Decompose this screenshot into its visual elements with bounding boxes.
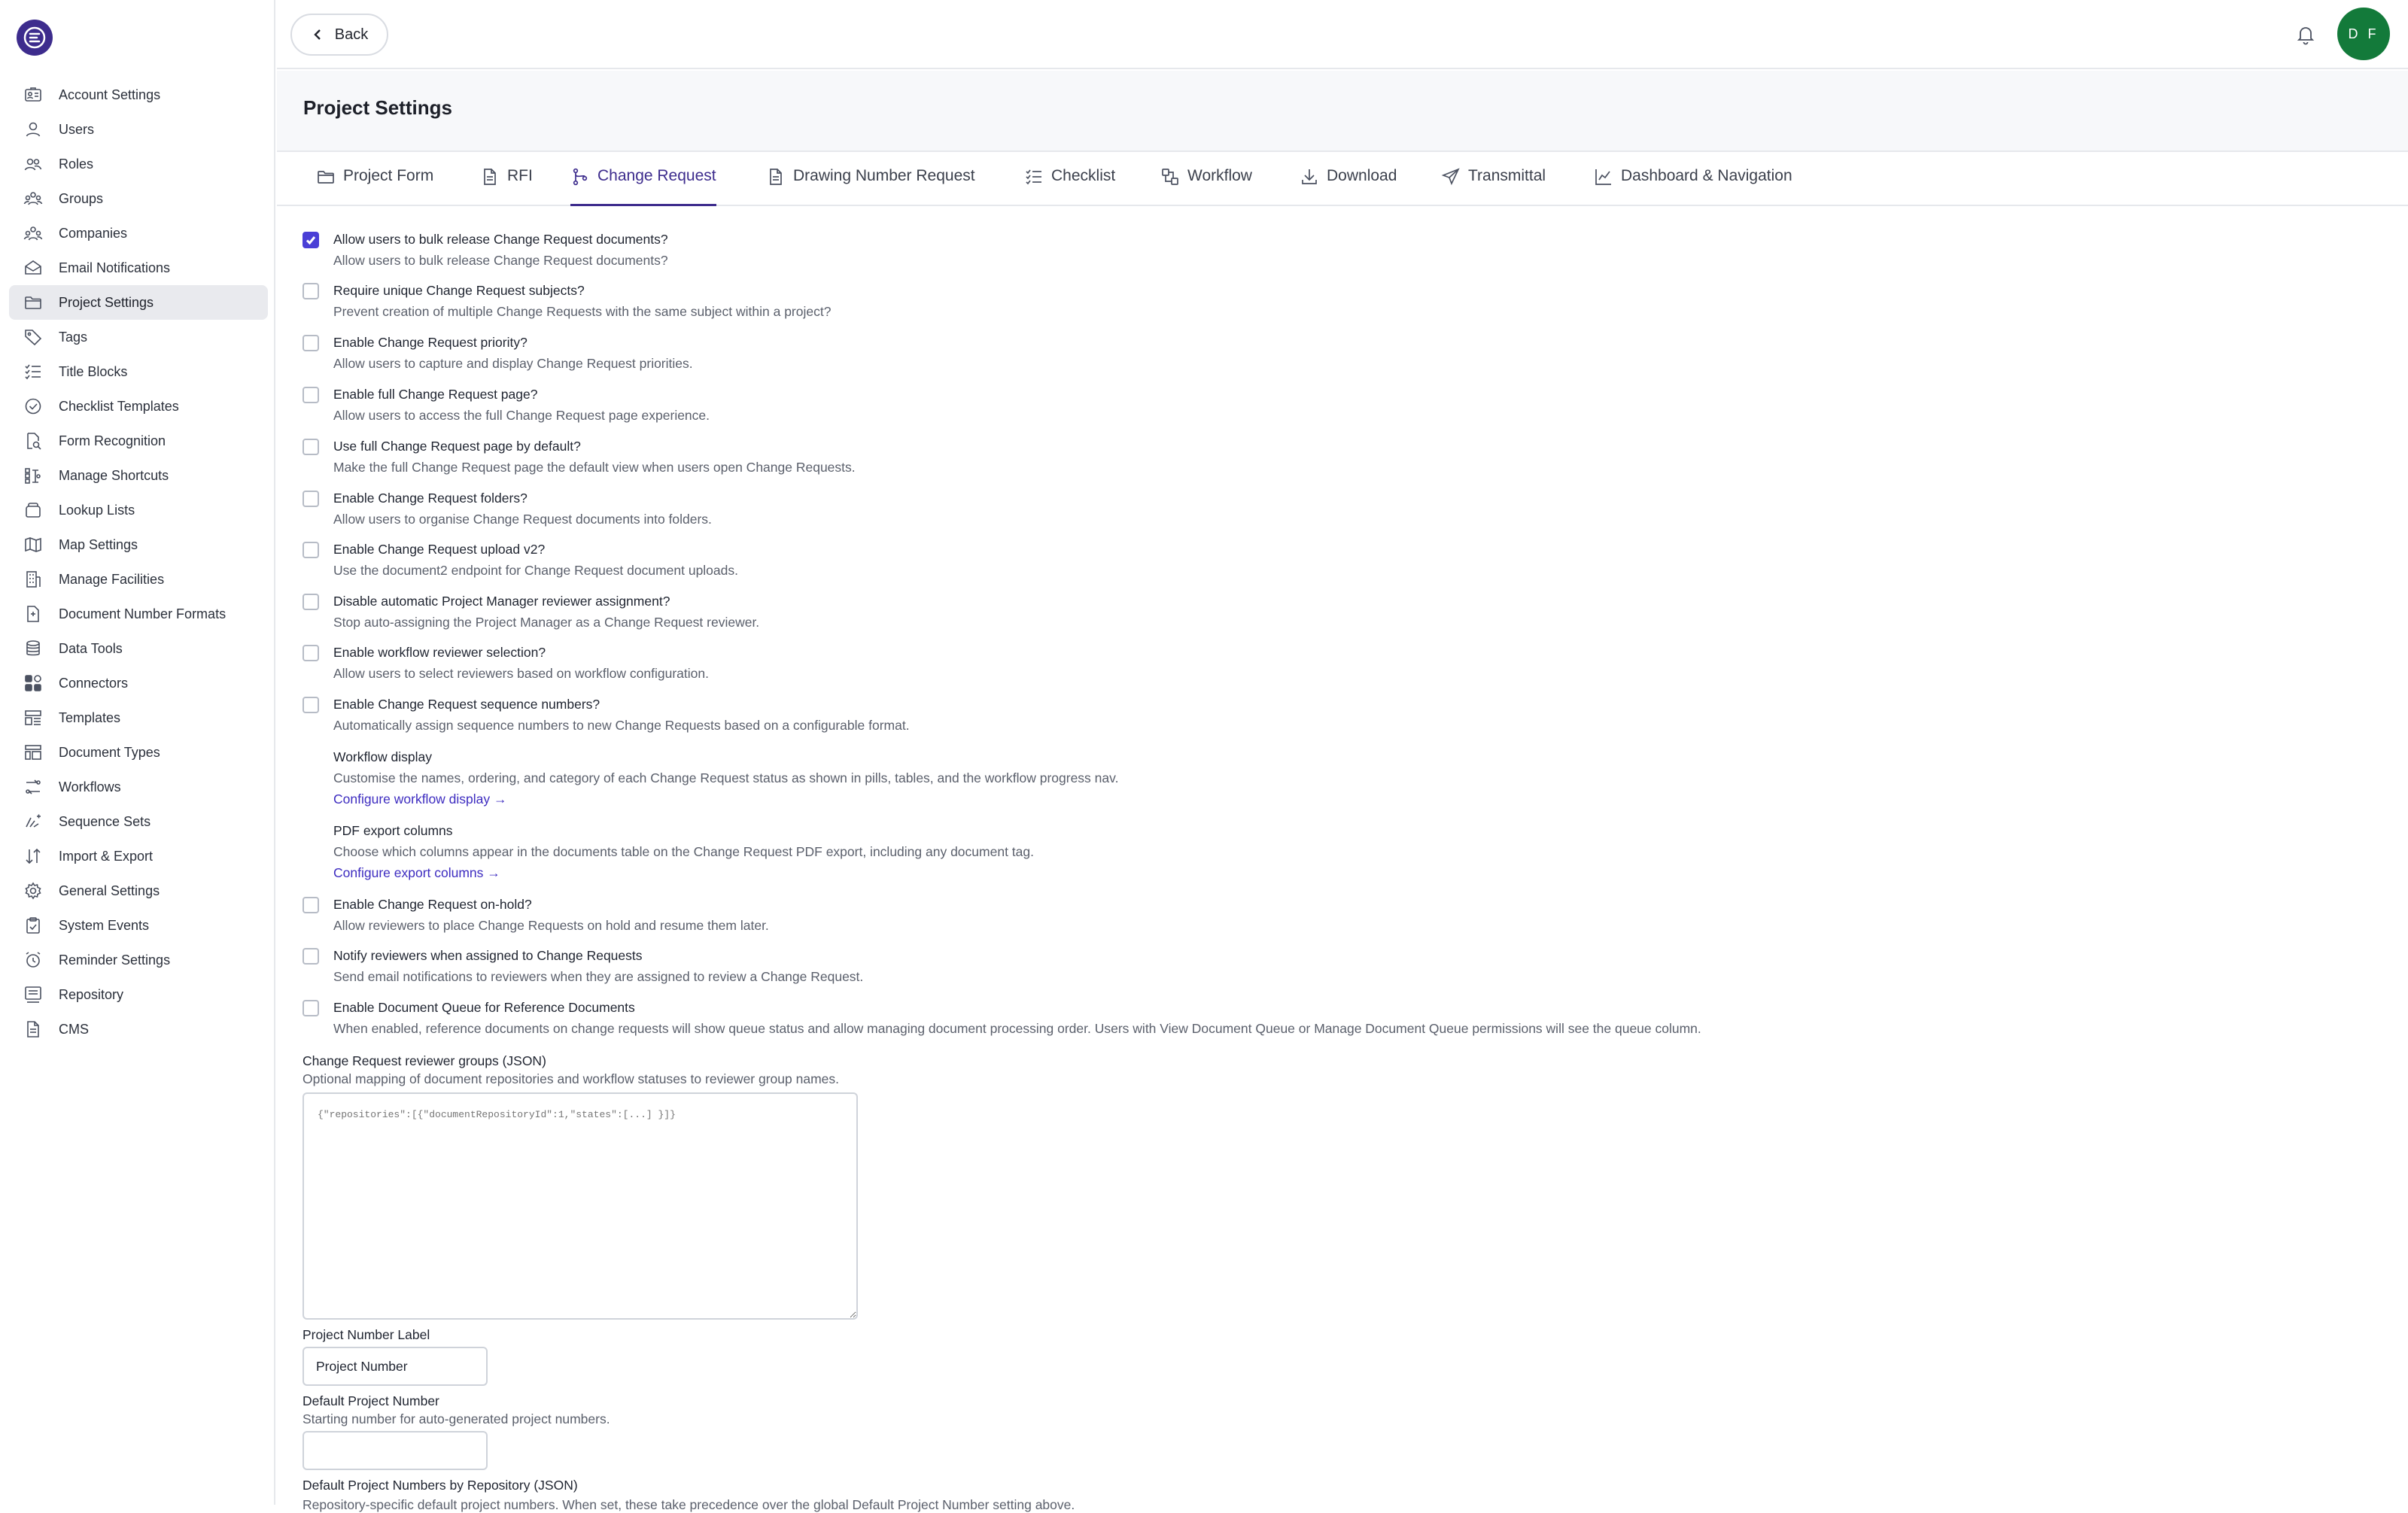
setting-description: Allow users to select reviewers based on workflow configuration. bbox=[333, 666, 709, 681]
sidebar-item-label: Document Types bbox=[59, 744, 160, 760]
bell-icon bbox=[2294, 23, 2317, 46]
setting-description: Stop auto-assigning the Project Manager as a Change Request reviewer. bbox=[333, 615, 760, 630]
setting-checkbox[interactable] bbox=[303, 232, 319, 248]
setting-checkbox[interactable] bbox=[303, 439, 319, 455]
tab-label: Workflow bbox=[1187, 167, 1252, 184]
setting-title: Workflow display bbox=[333, 749, 432, 764]
setting-checkbox[interactable] bbox=[303, 1000, 319, 1016]
setting-description: Prevent creation of multiple Change Requests with the same subject within a project? bbox=[333, 304, 832, 319]
tab-label: Drawing Number Request bbox=[793, 167, 975, 184]
setting-checkbox[interactable] bbox=[303, 491, 319, 507]
sidebar-item-companies[interactable] bbox=[9, 216, 268, 251]
tab-label: Checklist bbox=[1051, 167, 1116, 184]
tab-label: Dashboard & Navigation bbox=[1621, 167, 1792, 184]
page-title: Project Settings bbox=[303, 96, 452, 119]
default-project-number-label: Default Project Number bbox=[303, 1393, 439, 1408]
document-icon bbox=[766, 167, 786, 187]
sidebar-item-label: Checklist Templates bbox=[59, 398, 179, 414]
sidebar-item-form-recognition[interactable] bbox=[9, 424, 268, 458]
sidebar-item-checklist-templates[interactable] bbox=[9, 389, 268, 424]
setting-description: Customise the names, ordering, and category of each Change Request status as shown in pills, tables, and the workflow progress nav. bbox=[333, 770, 1119, 785]
sidebar-item-label: Templates bbox=[59, 709, 121, 725]
back-button[interactable] bbox=[290, 14, 388, 56]
connectors-icon bbox=[23, 673, 44, 694]
folder-icon bbox=[23, 292, 44, 313]
list-check-icon bbox=[1024, 167, 1044, 187]
setting-title: Enable workflow reviewer selection? bbox=[333, 645, 546, 660]
sidebar-item-manage-shortcuts[interactable] bbox=[9, 458, 268, 493]
setting-title: Enable Document Queue for Reference Documents bbox=[333, 1000, 635, 1015]
setting-title: Enable Change Request upload v2? bbox=[333, 542, 546, 557]
tab-checklist[interactable] bbox=[1024, 167, 1115, 206]
roles-icon bbox=[23, 153, 44, 175]
avatar[interactable]: D F bbox=[2337, 8, 2390, 60]
sidebar-item-title-blocks[interactable] bbox=[9, 354, 268, 389]
folder-icon bbox=[316, 167, 336, 187]
tag-icon bbox=[23, 327, 44, 348]
sidebar-item-label: Connectors bbox=[59, 675, 129, 691]
setting-title: Disable automatic Project Manager reviewer assignment? bbox=[333, 594, 670, 609]
sidebar-item-repository[interactable] bbox=[9, 977, 268, 1012]
sidebar-item-label: System Events bbox=[59, 917, 150, 933]
document-icon bbox=[23, 1019, 44, 1040]
tab-workflow[interactable] bbox=[1160, 167, 1252, 206]
sequence-icon bbox=[23, 811, 44, 832]
sidebar-item-label: Document Number Formats bbox=[59, 606, 227, 621]
sidebar-item-label: Companies bbox=[59, 225, 128, 241]
sidebar bbox=[0, 0, 275, 1505]
sidebar-item-email-notifications[interactable] bbox=[9, 251, 268, 285]
logo-mark-icon bbox=[22, 25, 47, 50]
sidebar-item-label: Data Tools bbox=[59, 640, 123, 656]
companies-icon bbox=[23, 223, 44, 244]
setting-description: Allow users to access the full Change Request page experience. bbox=[333, 408, 710, 423]
sidebar-item-label: Lookup Lists bbox=[59, 502, 135, 518]
tab-drawing-number-request[interactable] bbox=[766, 167, 975, 206]
sidebar-item-label: Account Settings bbox=[59, 87, 161, 102]
tab-dashboard-navigation[interactable] bbox=[1594, 167, 1792, 206]
tab-download[interactable] bbox=[1300, 167, 1397, 206]
sidebar-item-connectors[interactable] bbox=[9, 666, 268, 700]
workflows-icon bbox=[23, 776, 44, 798]
setting-checkbox[interactable] bbox=[303, 283, 319, 299]
setting-checkbox[interactable] bbox=[303, 645, 319, 661]
setting-title: Enable Change Request folders? bbox=[333, 491, 528, 506]
sidebar-item-label: CMS bbox=[59, 1021, 89, 1037]
workflow-icon bbox=[1160, 167, 1180, 187]
sidebar-item-label: Users bbox=[59, 121, 95, 137]
back-button-label: Back bbox=[334, 26, 369, 43]
setting-checkbox[interactable] bbox=[303, 542, 319, 558]
setting-checkbox[interactable] bbox=[303, 387, 319, 403]
default-project-number-input[interactable] bbox=[303, 1431, 488, 1470]
chevron-left-icon bbox=[311, 28, 324, 41]
default-project-number-description: Starting number for auto-generated project numbers. bbox=[303, 1411, 610, 1426]
doc-types-icon bbox=[23, 742, 44, 763]
project-number-label-input[interactable]: Project Number bbox=[303, 1347, 488, 1386]
configure-link[interactable]: Configure workflow display → bbox=[333, 791, 507, 807]
sidebar-item-import-export[interactable] bbox=[9, 839, 268, 873]
sidebar-item-label: Title Blocks bbox=[59, 363, 128, 379]
notifications-button[interactable] bbox=[2291, 20, 2321, 50]
groups-icon bbox=[23, 188, 44, 209]
shortcuts-icon bbox=[23, 465, 44, 486]
sidebar-item-document-types[interactable] bbox=[9, 735, 268, 770]
sidebar-item-label: Form Recognition bbox=[59, 433, 166, 448]
configure-link[interactable]: Configure export columns → bbox=[333, 865, 500, 880]
id-card-icon bbox=[23, 84, 44, 105]
sidebar-item-label: Project Settings bbox=[59, 294, 154, 310]
sidebar-item-tags[interactable] bbox=[9, 320, 268, 354]
setting-description: Allow users to capture and display Change Request priorities. bbox=[333, 356, 693, 371]
setting-title: Use full Change Request page by default? bbox=[333, 439, 581, 454]
setting-title: Notify reviewers when assigned to Change Requests bbox=[333, 948, 643, 963]
sidebar-item-manage-facilities[interactable] bbox=[9, 562, 268, 597]
sidebar-item-sequence-sets[interactable] bbox=[9, 804, 268, 839]
map-icon bbox=[23, 534, 44, 555]
alarm-icon bbox=[23, 949, 44, 971]
setting-description: When enabled, reference documents on change requests will show queue status and allow managing document processing order. Users with View Document Queue or Manage Document Queue permissions will see the queue column. bbox=[333, 1021, 1701, 1036]
setting-description: Allow users to organise Change Request documents into folders. bbox=[333, 512, 712, 527]
setting-checkbox[interactable] bbox=[303, 948, 319, 965]
setting-checkbox[interactable] bbox=[303, 335, 319, 351]
sidebar-item-document-number-formats[interactable] bbox=[9, 597, 268, 631]
chart-line-icon bbox=[1594, 167, 1613, 187]
gear-icon bbox=[23, 880, 44, 901]
sidebar-item-reminder-settings[interactable] bbox=[9, 943, 268, 977]
doc-number-icon bbox=[23, 603, 44, 624]
checkmark-icon bbox=[304, 233, 318, 247]
sidebar-item-groups[interactable] bbox=[9, 181, 268, 216]
clipboard-check-icon bbox=[23, 915, 44, 936]
user-icon bbox=[23, 119, 44, 140]
sidebar-item-label: Sequence Sets bbox=[59, 813, 151, 829]
database-icon bbox=[23, 638, 44, 659]
setting-checkbox[interactable] bbox=[303, 697, 319, 713]
doc-search-icon bbox=[23, 430, 44, 451]
sidebar-item-label: Roles bbox=[59, 156, 94, 172]
sidebar-item-project-settings[interactable] bbox=[9, 285, 268, 320]
templates-icon bbox=[23, 707, 44, 728]
settings-tabs bbox=[277, 153, 2408, 206]
default-numbers-by-repo-label: Default Project Numbers by Repository (JSON) bbox=[303, 1478, 578, 1493]
sidebar-item-label: General Settings bbox=[59, 883, 160, 898]
sidebar-item-map-settings[interactable] bbox=[9, 527, 268, 562]
setting-description: Use the document2 endpoint for Change Request document uploads. bbox=[333, 563, 738, 578]
sidebar-item-label: Map Settings bbox=[59, 536, 138, 552]
sidebar-item-label: Email Notifications bbox=[59, 260, 171, 275]
setting-description: Make the full Change Request page the default view when users open Change Requests. bbox=[333, 460, 856, 475]
tab-project-form[interactable] bbox=[316, 167, 433, 206]
sidebar-item-general-settings[interactable] bbox=[9, 873, 268, 908]
setting-title: Require unique Change Request subjects? bbox=[333, 283, 585, 298]
sidebar-item-roles[interactable] bbox=[9, 147, 268, 181]
import-export-icon bbox=[23, 846, 44, 867]
setting-title: PDF export columns bbox=[333, 823, 453, 838]
tab-rfi[interactable] bbox=[480, 167, 533, 206]
lookup-icon bbox=[23, 500, 44, 521]
default-numbers-by-repo-description: Repository-specific default project numbers. When set, these take precedence over the global Default Project Number setting above. bbox=[303, 1497, 1075, 1512]
send-icon bbox=[1441, 167, 1461, 187]
sidebar-item-label: Groups bbox=[59, 190, 104, 206]
page-header bbox=[277, 71, 2408, 152]
sidebar-item-label: Manage Shortcuts bbox=[59, 467, 169, 483]
tab-label: Download bbox=[1327, 167, 1397, 184]
sidebar-item-system-events[interactable] bbox=[9, 908, 268, 943]
check-circle-icon bbox=[23, 396, 44, 417]
repository-icon bbox=[23, 984, 44, 1005]
reviewer-groups-description: Optional mapping of document repositories and workflow statuses to reviewer group names. bbox=[303, 1071, 840, 1086]
reviewer-groups-json-input[interactable] bbox=[303, 1092, 858, 1320]
sidebar-item-account-settings[interactable] bbox=[9, 77, 268, 112]
tab-transmittal[interactable] bbox=[1441, 167, 1546, 206]
envelope-icon bbox=[23, 257, 44, 278]
tab-label: Project Form bbox=[343, 167, 434, 184]
setting-description: Send email notifications to reviewers when they are assigned to review a Change Request. bbox=[333, 969, 864, 984]
tab-label: Transmittal bbox=[1468, 167, 1546, 184]
list-check-icon bbox=[23, 361, 44, 382]
setting-checkbox[interactable] bbox=[303, 594, 319, 610]
sidebar-item-label: Workflows bbox=[59, 779, 121, 794]
topbar bbox=[277, 0, 2408, 69]
tab-label: RFI bbox=[507, 167, 533, 184]
document-icon bbox=[480, 167, 500, 187]
app-logo[interactable] bbox=[17, 20, 53, 56]
branch-icon bbox=[570, 167, 590, 187]
setting-description: Choose which columns appear in the documents table on the Change Request PDF export, including any document tag. bbox=[333, 844, 1034, 859]
sidebar-item-label: Import & Export bbox=[59, 848, 154, 864]
sidebar-item-cms[interactable] bbox=[9, 1012, 268, 1047]
tab-label: Change Request bbox=[597, 167, 716, 184]
sidebar-item-workflows[interactable] bbox=[9, 770, 268, 804]
setting-title: Allow users to bulk release Change Request documents? bbox=[333, 232, 668, 247]
sidebar-item-label: Manage Facilities bbox=[59, 571, 165, 587]
setting-title: Enable full Change Request page? bbox=[333, 387, 538, 402]
setting-checkbox[interactable] bbox=[303, 897, 319, 913]
setting-title: Enable Change Request on-hold? bbox=[333, 897, 532, 912]
sidebar-nav bbox=[9, 77, 268, 1047]
setting-description: Allow users to bulk release Change Request documents? bbox=[333, 253, 668, 268]
building-icon bbox=[23, 569, 44, 590]
reviewer-groups-label: Change Request reviewer groups (JSON) bbox=[303, 1053, 546, 1068]
sidebar-item-label: Repository bbox=[59, 986, 124, 1002]
sidebar-item-templates[interactable] bbox=[9, 700, 268, 735]
sidebar-item-users[interactable] bbox=[9, 112, 268, 147]
tab-change-request[interactable] bbox=[570, 167, 716, 206]
sidebar-item-label: Tags bbox=[59, 329, 88, 345]
sidebar-item-lookup-lists[interactable] bbox=[9, 493, 268, 527]
project-number-label-label: Project Number Label bbox=[303, 1327, 430, 1342]
sidebar-item-label: Reminder Settings bbox=[59, 952, 171, 968]
setting-title: Enable Change Request sequence numbers? bbox=[333, 697, 600, 712]
setting-description: Allow reviewers to place Change Requests on hold and resume them later. bbox=[333, 918, 769, 933]
setting-title: Enable Change Request priority? bbox=[333, 335, 528, 350]
setting-description: Automatically assign sequence numbers to new Change Requests based on a configurable format. bbox=[333, 718, 910, 733]
download-icon bbox=[1300, 167, 1319, 187]
sidebar-item-data-tools[interactable] bbox=[9, 631, 268, 666]
